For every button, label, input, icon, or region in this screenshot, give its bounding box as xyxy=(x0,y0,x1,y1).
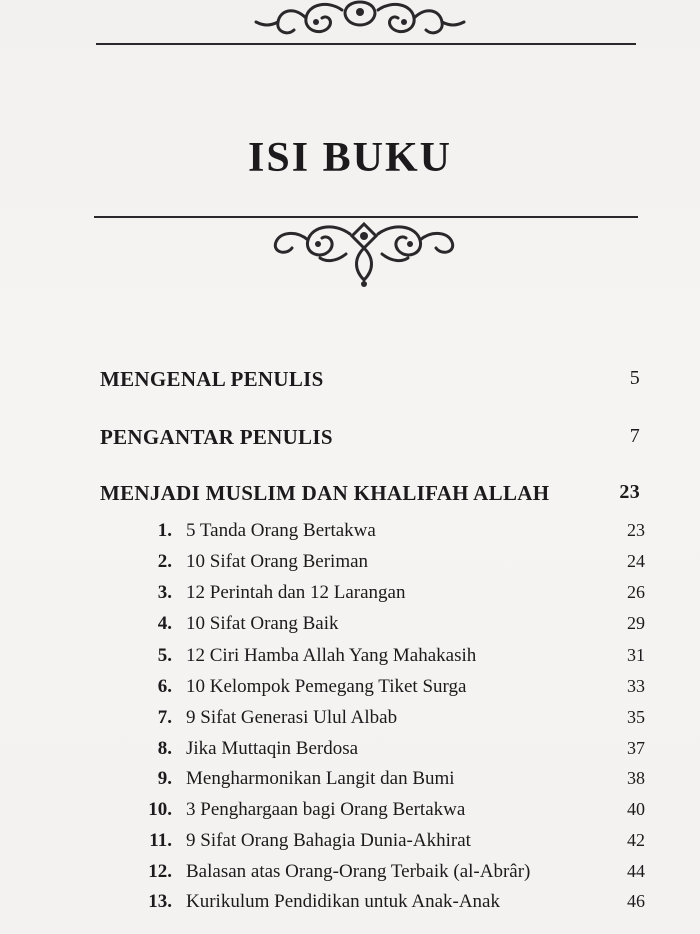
item-page-number: 40 xyxy=(627,799,645,819)
toc-item[interactable] xyxy=(140,613,645,641)
chapter-entry[interactable] xyxy=(100,481,640,506)
item-title: 10 Sifat Orang Beriman xyxy=(186,551,369,572)
toc-item[interactable] xyxy=(140,520,645,548)
item-page-number: 35 xyxy=(627,707,645,727)
toc-item[interactable] xyxy=(140,676,645,704)
toc-item[interactable] xyxy=(140,768,645,796)
item-title: 5 Tanda Orang Bertakwa xyxy=(186,520,376,541)
item-page-number: 42 xyxy=(627,830,645,850)
item-page-number: 24 xyxy=(627,551,645,571)
toc-item[interactable] xyxy=(140,799,645,827)
item-page-number: 31 xyxy=(627,645,645,665)
item-number: 12. xyxy=(148,861,172,882)
item-title: 9 Sifat Orang Bahagia Dunia-Akhirat xyxy=(186,830,471,851)
item-title: Mengharmonikan Langit dan Bumi xyxy=(186,768,455,789)
item-title: 12 Ciri Hamba Allah Yang Mahakasih xyxy=(186,645,477,666)
item-page-number: 38 xyxy=(627,768,645,788)
toc-item[interactable] xyxy=(140,551,645,579)
chapter-entry[interactable] xyxy=(100,367,640,392)
item-page-number: 46 xyxy=(627,891,645,911)
item-title: Balasan atas Orang-Orang Terbaik (al-Abrâr) xyxy=(186,861,531,882)
item-number: 13. xyxy=(148,891,172,912)
item-number: 1. xyxy=(157,520,172,541)
page-title: ISI BUKU xyxy=(248,135,452,182)
item-title: 3 Penghargaan bagi Orang Bertakwa xyxy=(186,799,466,820)
item-page-number: 33 xyxy=(627,676,645,696)
item-title: 10 Kelompok Pemegang Tiket Surga xyxy=(186,676,467,697)
item-number: 2. xyxy=(157,551,172,572)
item-title: 9 Sifat Generasi Ulul Albab xyxy=(186,707,398,728)
item-number: 5. xyxy=(157,645,172,666)
toc-item[interactable] xyxy=(140,645,645,673)
item-page-number: 44 xyxy=(627,861,645,881)
item-page-number: 29 xyxy=(627,613,645,633)
toc-item[interactable] xyxy=(140,891,645,919)
chapter-page-number: 5 xyxy=(629,367,640,389)
item-number: 10. xyxy=(148,799,172,820)
top-ornament-icon xyxy=(250,0,470,44)
toc-item[interactable] xyxy=(140,830,645,858)
item-number: 11. xyxy=(149,830,172,851)
item-title: 12 Perintah dan 12 Larangan xyxy=(186,582,406,603)
chapter-title: MENGENAL PENULIS xyxy=(100,367,324,391)
item-number: 7. xyxy=(157,707,172,728)
chapter-entry[interactable] xyxy=(100,425,640,450)
item-number: 3. xyxy=(157,582,172,603)
toc-item[interactable] xyxy=(140,707,645,735)
item-number: 4. xyxy=(157,613,172,634)
item-title: 10 Sifat Orang Baik xyxy=(186,613,339,634)
item-title: Kurikulum Pendidikan untuk Anak-Anak xyxy=(186,891,500,912)
item-number: 8. xyxy=(157,738,172,759)
toc-item[interactable] xyxy=(140,738,645,766)
toc-item[interactable] xyxy=(140,582,645,610)
toc-item[interactable] xyxy=(140,861,645,889)
chapter-page-number: 7 xyxy=(629,425,640,447)
item-page-number: 37 xyxy=(627,738,645,758)
top-rule xyxy=(96,43,636,45)
item-number: 9. xyxy=(157,768,172,789)
item-number: 6. xyxy=(157,676,172,697)
item-title: Jika Muttaqin Berdosa xyxy=(186,738,359,759)
divider-ornament-icon xyxy=(264,218,464,288)
chapter-title: PENGANTAR PENULIS xyxy=(100,425,333,449)
chapter-page-number: 23 xyxy=(619,481,640,503)
chapter-title: MENJADI MUSLIM DAN KHALIFAH ALLAH xyxy=(100,481,550,505)
item-page-number: 26 xyxy=(627,582,645,602)
item-page-number: 23 xyxy=(627,520,645,540)
